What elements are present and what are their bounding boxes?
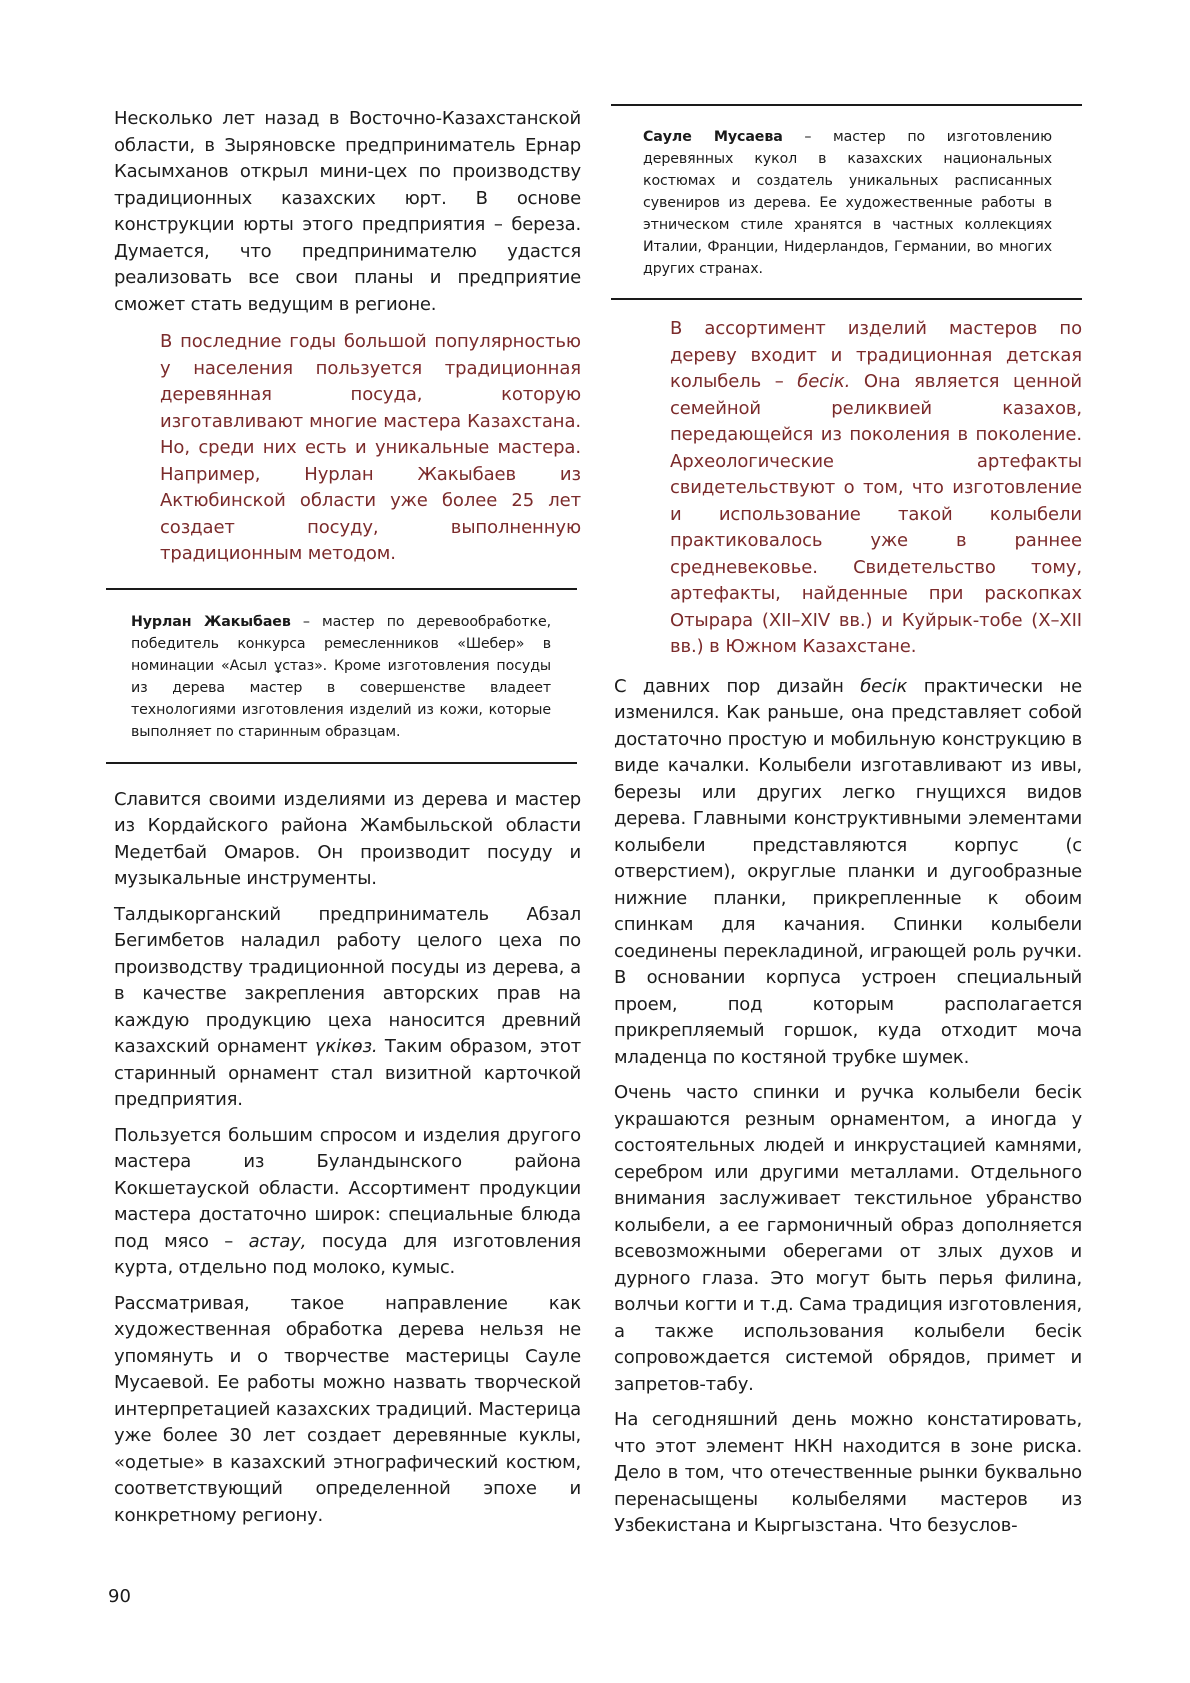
right-caption-name: Сауле Мусаева	[643, 129, 783, 145]
right-caption-text: – мастер по изготовлению деревянных кукол в казахских национальных костюмах и создатель уникальных расписанных сувениров из дерева. Ее художественные работы в этническом стиле хранятся в частных коллекциях Италии, Франции, Нидерландов, Германии, во многих других странах.	[643, 129, 1052, 277]
left-caption-name: Нурлан Жакыбаев	[131, 613, 291, 630]
right-caption-bottom-rule	[611, 298, 1082, 300]
left-paragraph-4-text-b: посуда для изготовления курта, отдельно под молоко, кумыс.	[114, 1230, 581, 1278]
right-caption-top-rule	[611, 104, 1082, 106]
right-paragraph-1	[614, 674, 1082, 1072]
left-caption-bottom-rule	[106, 762, 577, 764]
right-caption	[643, 126, 1052, 280]
right-quote-text-a: В ассортимент изделий мастеров по дереву входит и традиционная детская колыбель –	[670, 318, 1082, 392]
right-paragraph-1-text-b: практически не изменился. Как раньше, она представляет собой достаточно простую и мобильную конструкцию в виде качалки. Колыбели изготавливают из ивы, березы или других легко гнущихся видов дерева. Главными конструктивными элементами колыбели представляются корпус (с отверстием), округлые планки и дугообразные нижние планки, прикрепленные к обоим спинкам для качания. Спинки колыбели соединены перекладиной, играющей роль ручки. В основании корпуса устроен специальный проем, под которым располагается прикрепляемый горшок, куда отходит моча младенца по костяной трубке шумек.	[614, 675, 1083, 1068]
right-quote-italic: бесік.	[797, 371, 851, 392]
left-paragraph-4-italic: астау,	[248, 1230, 307, 1252]
left-paragraph-4-text-a: Пользуется большим спросом и изделия другого мастера из Буландынского района Кокшетауской области. Ассортимент продукции мастера достаточно широк: специальные блюда под мясо –	[114, 1124, 581, 1252]
right-pull-quote	[670, 316, 1082, 661]
left-paragraph-1: Несколько лет назад в Восточно-Казахстанской области, в Зыряновске предприниматель Ернар Касымханов открыл мини-цех по производству традиционных казахских юрт. В основе конструкции юрты этого предприятия – береза. Думается, что предпринимателю удастся реализовать все свои планы и предприятие сможет стать ведущим в регионе.	[114, 108, 581, 315]
left-paragraph-3-text-a: Талдыкорганский предприниматель Абзал Бегимбетов наладил работу целого цеха по производству традиционной посуды из дерева, а в качестве закрепления авторских прав на каждую продукцию цеха наносится древний казахский орнамент	[114, 903, 581, 1057]
left-column	[114, 106, 581, 1529]
right-paragraph-1-text-a: С давних пор дизайн	[614, 675, 861, 697]
right-paragraph-3: На сегодняшний день можно констатировать, что этот элемент НКН находится в зоне риска. Дело в том, что отечественные рынки буквально перенасыщены колыбелями мастеров из Узбекистана и Кыргызстана. Что безуслов-	[614, 1409, 1082, 1536]
left-caption-top-rule	[106, 588, 577, 590]
left-caption-text: – мастер по деревообработке, победитель конкурса ремесленников «Шебер» в номинации «Асыл ұстаз». Кроме изготовления посуды из дерева мастер в совершенстве владеет технологиями изготовления изделий из кожи, которые выполняет по старинным образцам.	[131, 613, 551, 740]
right-paragraph-2: Очень часто спинки и ручка колыбели бесік украшаются резным орнаментом, а иногда у состоятельных людей и инкрустацией камнями, серебром или другими металлами. Отдельного внимания заслуживает текстильное убранство колыбели, а ее гармоничный образ дополняется всевозможными оберегами от злых духов и дурного глаза. Это могут быть перья филина, волчьи когти и т.д. Сама традиция изготовления, а также использования колыбели бесік сопровождается системой обрядов, примет и запретов-табу.	[614, 1082, 1082, 1395]
left-caption	[131, 611, 551, 743]
left-pull-quote: В последние годы большой популярностью у населения пользуется традиционная деревянная посуда, которую изготавливают многие мастера Казахстана. Но, среди них есть и уникальные мастера. Например, Нурлан Жакыбаев из Актюбинской области уже более 25 лет создает посуду, выполненную традиционным методом.	[160, 331, 581, 564]
page-number: 90	[108, 1586, 131, 1607]
left-paragraph-3	[114, 902, 581, 1114]
left-paragraph-3-text-b: Таким образом, этот старинный орнамент стал визитной карточкой предприятия.	[114, 1036, 581, 1110]
left-paragraph-4	[114, 1123, 581, 1282]
left-paragraph-3-italic: үкікөз.	[315, 1036, 378, 1057]
right-quote-text-b: Она является ценной семейной реликвией казахов, передающейся из поколения в поколение. Археологические артефакты свидетельствуют о том, что изготовление и использование такой колыбели практиковалось уже в раннее средневековье. Свидетельство тому, артефакты, найденные при раскопках Отырара (XII–XIV вв.) и Куйрык-тобе (X–XII вв.) в Южном Казахстане.	[670, 371, 1082, 657]
left-paragraph-5: Рассматривая, такое направление как художественная обработка дерева нельзя не упомянуть и о творчестве мастерицы Сауле Мусаевой. Ее работы можно назвать творческой интерпретацией казахских традиций. Мастерица уже более 30 лет создает деревянные куклы, «одетые» в казахский этнографический костюм, соответствующий определенной эпохе и конкретному региону.	[114, 1292, 581, 1526]
right-column	[614, 104, 1082, 1540]
right-paragraph-1-italic: бесік	[860, 675, 908, 697]
left-paragraph-2: Славится своими изделиями из дерева и мастер из Кордайского района Жамбыльской области Медетбай Омаров. Он производит посуду и музыкальные инструменты.	[114, 788, 581, 889]
